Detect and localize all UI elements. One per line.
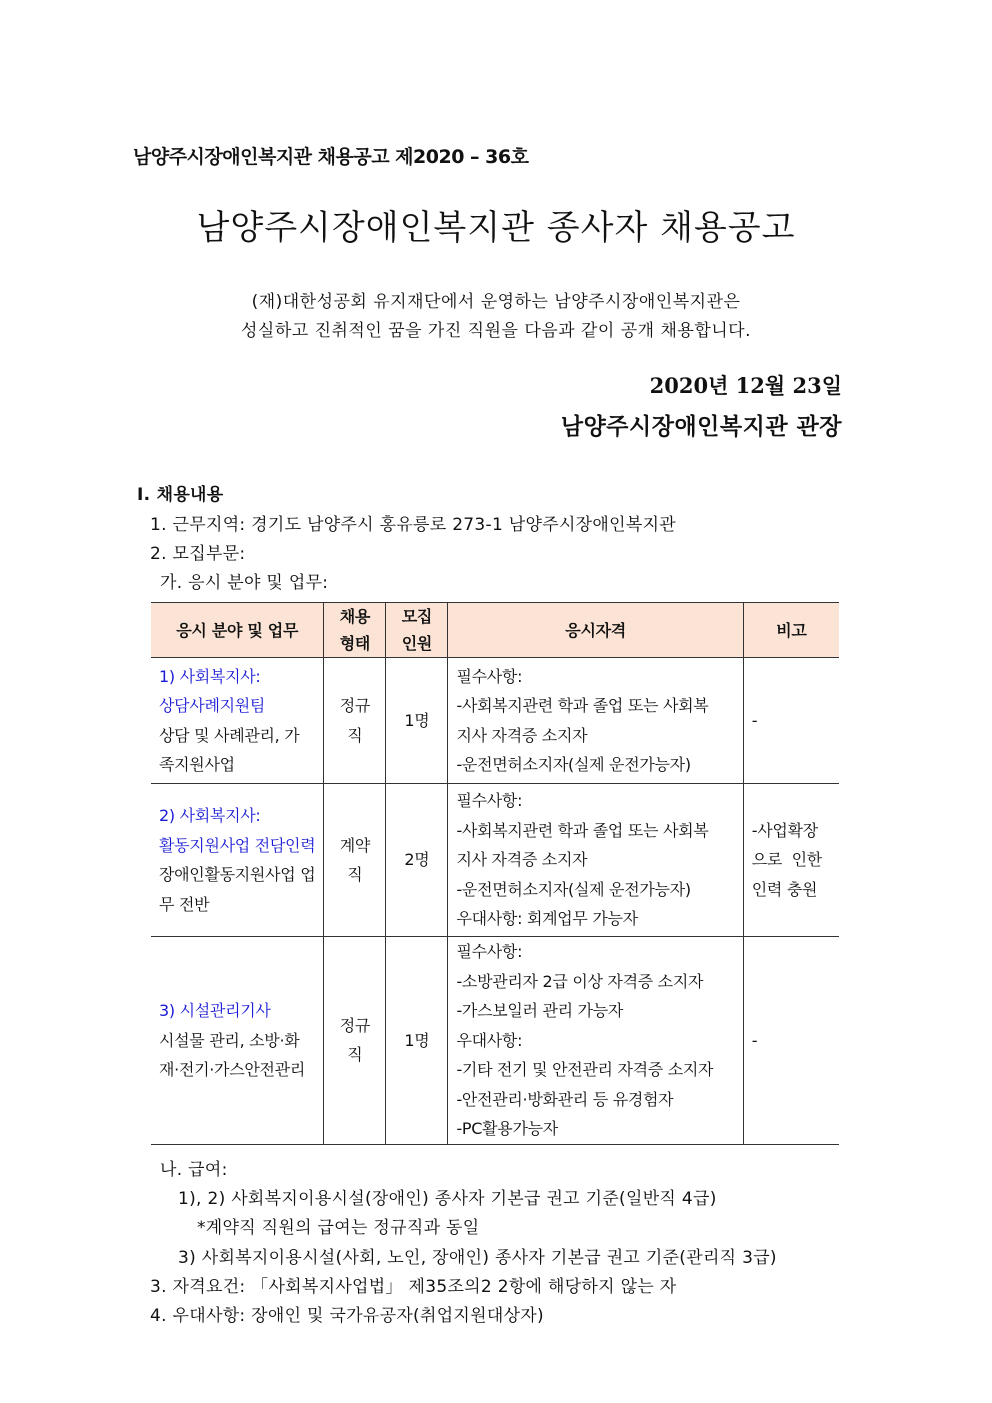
- field-heading: 가. 응시 분야 및 업무:: [160, 573, 329, 593]
- qualification-requirement: 3. 자격요건: 「사회복지사업법」 제35조의2 2항에 해당하지 않는 자: [150, 1277, 677, 1297]
- count-cell: 2명: [386, 784, 448, 937]
- field-desc: 상담 및 사례관리, 가: [159, 725, 300, 745]
- issuer: 남양주시장애인복지관 관장: [560, 414, 842, 440]
- qual-line: 우대사항: 회계업무 가능자: [456, 909, 638, 929]
- field-team: 상담사례지원팀: [159, 696, 266, 715]
- qual-line: -안전관리·방화관리 등 유경험자: [456, 1089, 674, 1109]
- field-desc: 시설물 관리, 소방·화: [159, 1030, 300, 1050]
- field-desc: 재·전기·가스안전관리: [159, 1060, 305, 1079]
- section-heading: Ⅰ. 채용내용: [137, 485, 224, 505]
- type-cell: 정규직: [324, 658, 386, 784]
- notice-date: 2020년 12월 23일: [649, 373, 842, 398]
- salary-line-3: 3) 사회복지이용시설(사회, 노인, 장애인) 종사자 기본급 권고 기준(관리직 3급): [178, 1248, 777, 1268]
- count-cell: 1명: [386, 937, 448, 1145]
- field-title: 3) 시설관리기사: [159, 1001, 271, 1020]
- table-row: [151, 937, 839, 1145]
- header-type: [324, 603, 386, 658]
- preference: 4. 우대사항: 장애인 및 국가유공자(취업지원대상자): [150, 1306, 544, 1326]
- qual-line: -운전면허소지자(실제 운전가능자): [456, 755, 691, 774]
- work-location: 1. 근무지역: 경기도 남양주시 홍유릉로 273-1 남양주시장애인복지관: [150, 515, 677, 535]
- field-desc: 족지원사업: [159, 755, 235, 774]
- recruit-division: 2. 모집부문:: [150, 544, 246, 564]
- header-field: 응시 분야 및 업무: [151, 603, 324, 658]
- qual-line: 필수사항:: [456, 942, 523, 961]
- type-cell: 계약직: [324, 784, 386, 937]
- salary-heading: 나. 급여:: [160, 1160, 228, 1180]
- note-cell: [743, 658, 839, 784]
- qual-line: -기타 전기 및 안전관리 자격증 소지자: [456, 1060, 714, 1079]
- note-line: -: [751, 710, 758, 730]
- qual-cell: [448, 937, 743, 1145]
- header-type-line2: 형태: [339, 634, 371, 653]
- type-cell: 정규직: [324, 937, 386, 1145]
- recruitment-table: [151, 602, 839, 1145]
- qual-line: -사회복지관련 학과 졸업 또는 사회복: [456, 820, 709, 840]
- header-type-line1: 채용: [339, 607, 371, 626]
- note-cell: [743, 784, 839, 937]
- salary-note: *계약직 직원의 급여는 정규직과 동일: [197, 1218, 480, 1238]
- field-desc: 장애인활동지원사업 업: [159, 865, 316, 884]
- note-line: 인력 충원: [751, 879, 818, 899]
- intro-line-2: 성실하고 진취적인 꿈을 가진 직원을 다음과 같이 공개 채용합니다.: [240, 321, 752, 341]
- field-cell: [151, 937, 324, 1145]
- qual-line: -PC활용가능자: [456, 1119, 558, 1138]
- field-title: 2) 사회복지사:: [159, 806, 261, 825]
- header-count-line1: 모집: [401, 607, 433, 626]
- note-line: -사업확장: [751, 820, 818, 840]
- page-title: 남양주시장애인복지관 종사자 채용공고: [196, 208, 796, 248]
- table-row: [151, 784, 839, 937]
- qual-cell: [448, 658, 743, 784]
- salary-line-1: 1), 2) 사회복지이용시설(장애인) 종사자 기본급 권고 기준(일반직 4급): [178, 1189, 717, 1209]
- qual-line: 지사 자격증 소지자: [456, 725, 588, 745]
- table-header-row: [151, 603, 839, 658]
- table-row: [151, 658, 839, 784]
- field-cell: [151, 658, 324, 784]
- header-count-line2: 인원: [401, 634, 433, 653]
- header-count: [386, 603, 448, 658]
- qual-line: -운전면허소지자(실제 운전가능자): [456, 879, 691, 899]
- note-cell: [743, 937, 839, 1145]
- field-desc: 무 전반: [159, 894, 210, 914]
- qual-line: -가스보일러 관리 가능자: [456, 1001, 624, 1020]
- header-note: 비고: [743, 603, 839, 658]
- count-cell: 1명: [386, 658, 448, 784]
- header-qual: 응시자격: [448, 603, 743, 658]
- field-team: 활동지원사업 전담인력: [159, 835, 316, 855]
- qual-line: 필수사항:: [456, 791, 523, 811]
- note-line: 으로 인한: [751, 850, 822, 870]
- qual-line: -소방관리자 2급 이상 자격증 소지자: [456, 971, 704, 991]
- qual-line: 우대사항:: [456, 1030, 523, 1050]
- note-line: -: [751, 1030, 758, 1050]
- qual-cell: [448, 784, 743, 937]
- notice-number: 남양주시장애인복지관 채용공고 제2020 – 36호: [133, 146, 529, 168]
- qual-line: -사회복지관련 학과 졸업 또는 사회복: [456, 696, 709, 715]
- qual-line: 필수사항:: [456, 666, 523, 686]
- intro-line-1: (재)대한성공회 유지재단에서 운영하는 남양주시장애인복지관은: [251, 292, 741, 312]
- field-cell: [151, 784, 324, 937]
- qual-line: 지사 자격증 소지자: [456, 850, 588, 870]
- field-title: 1) 사회복지사:: [159, 666, 261, 686]
